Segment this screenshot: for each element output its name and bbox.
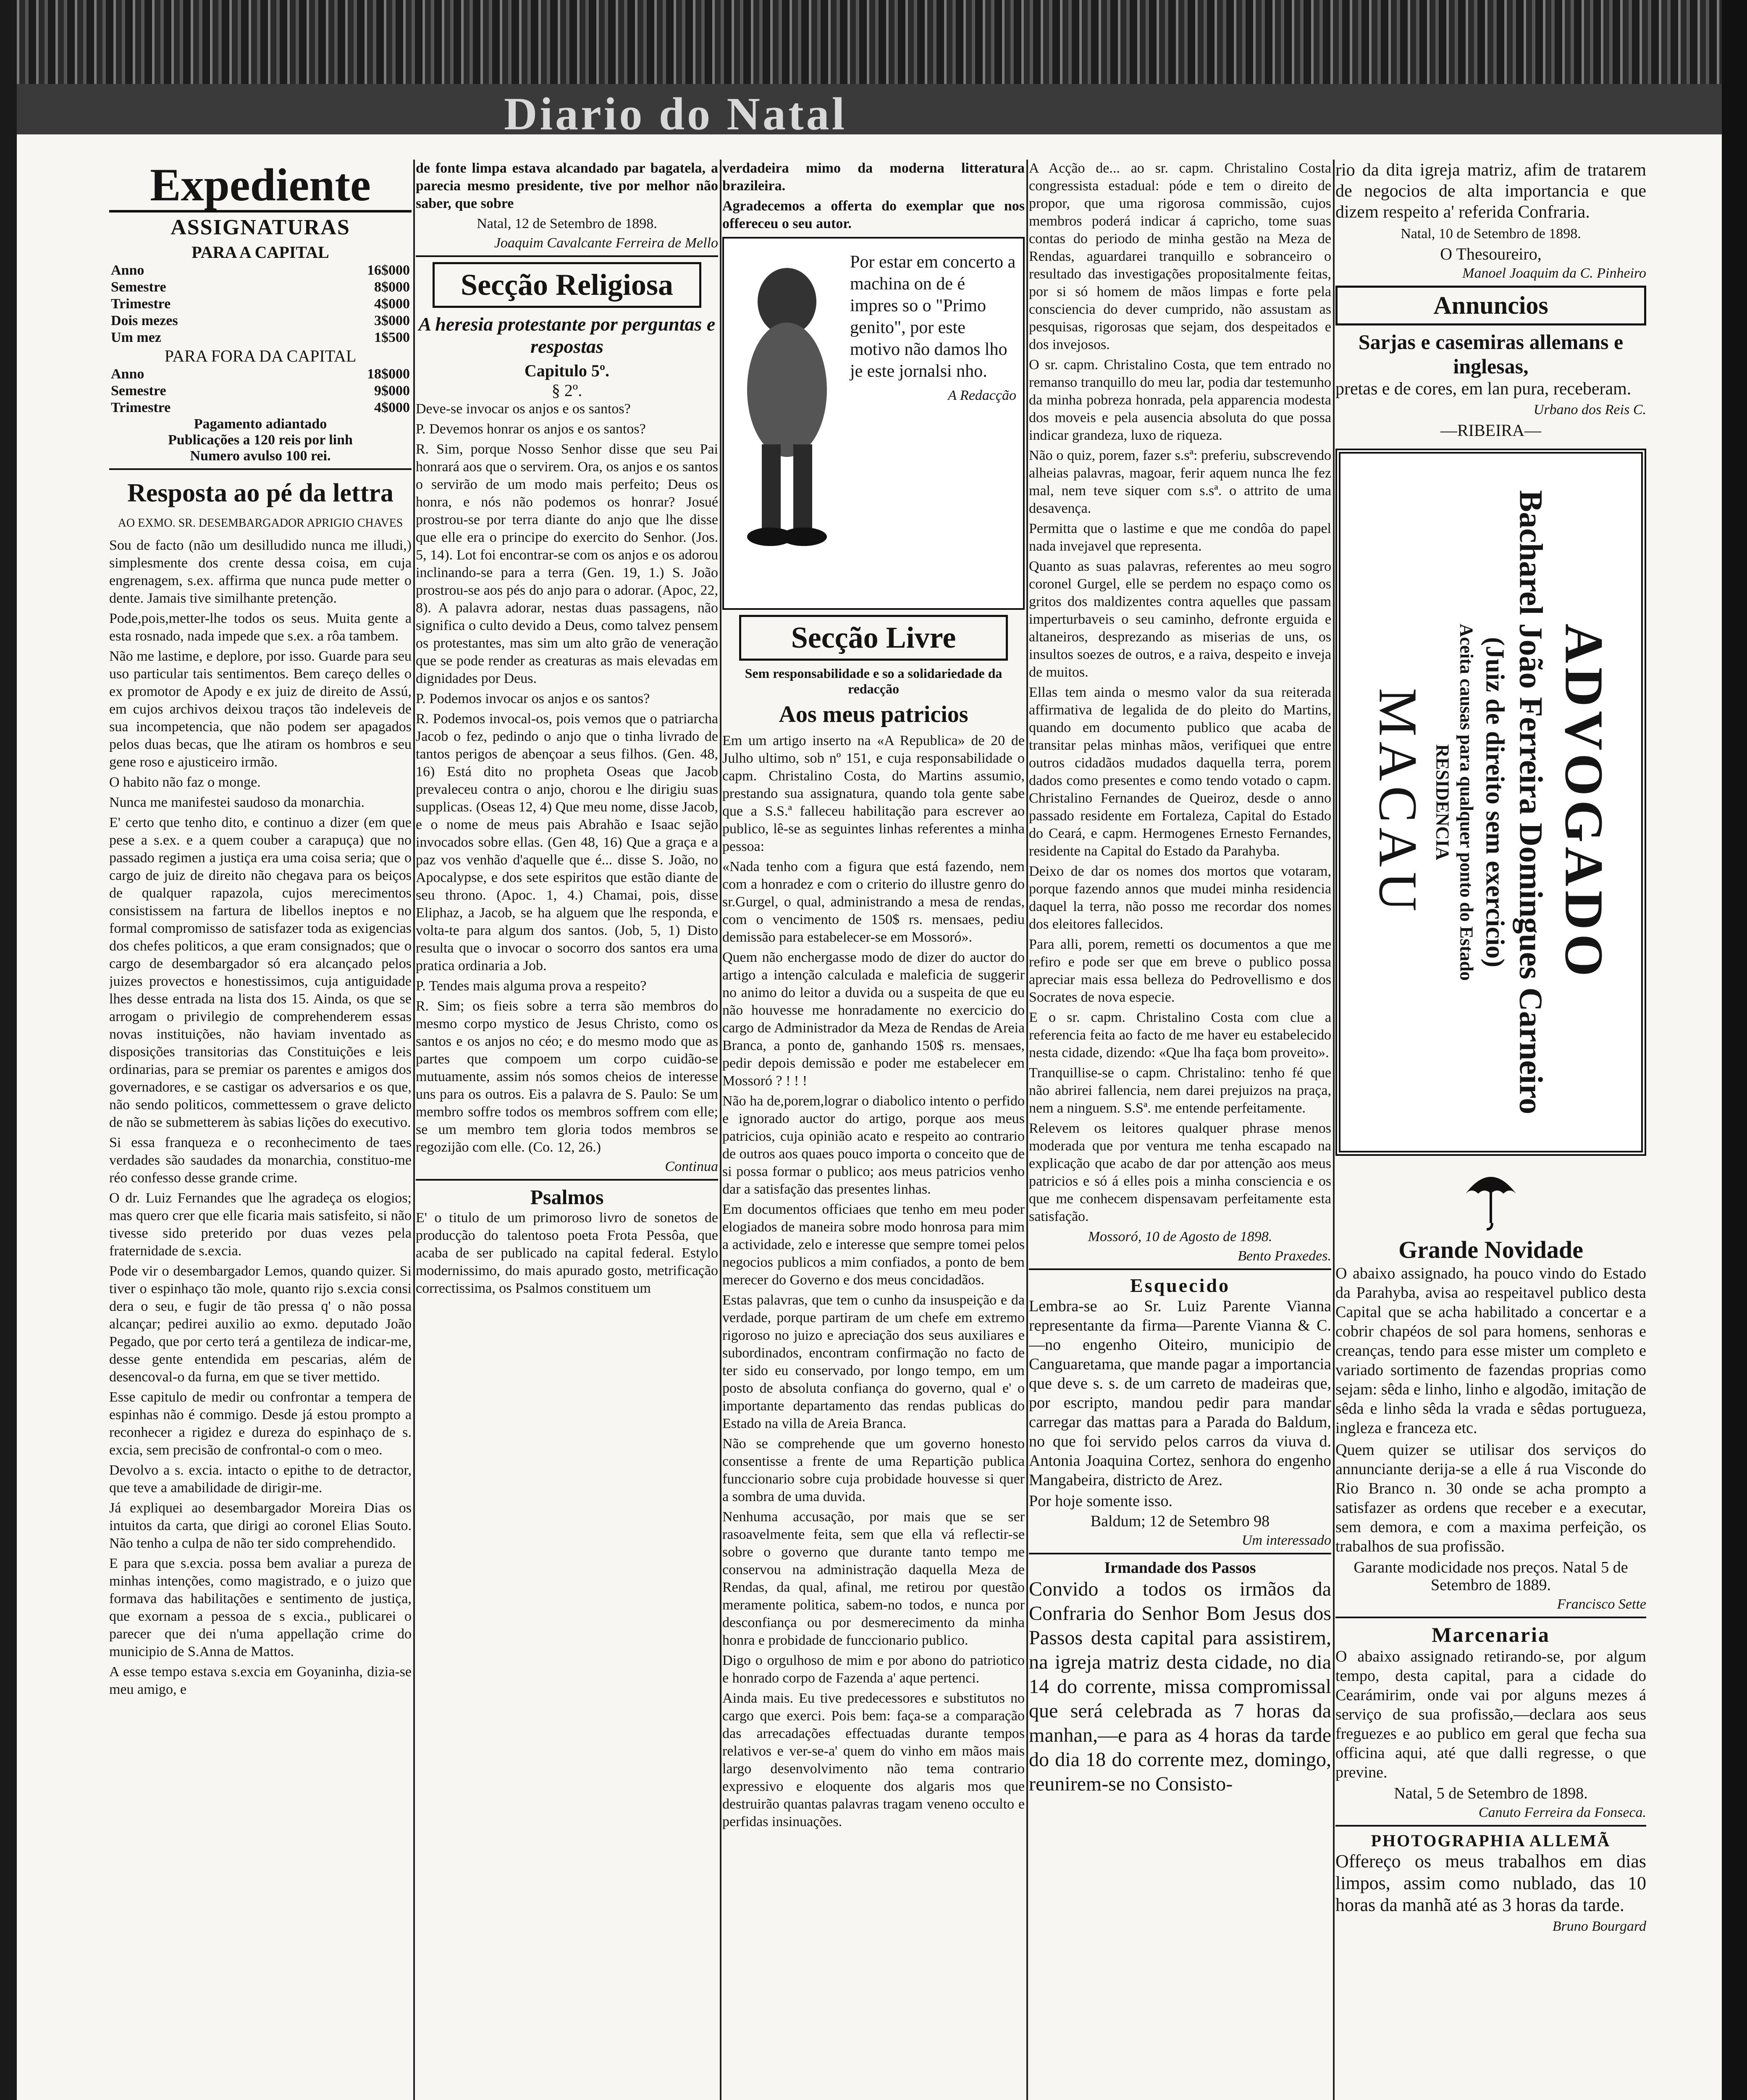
fora-price-table (109, 366, 412, 416)
esquecido-signature: Um interessado (1241, 1533, 1331, 1548)
marcenaria-text: O abaixo assignado retirando-se, por algum tempo, desta capital, para a cidade do Cearámirim, onde vai por alguns mezes á serviço de sua profissão,—declara aos seus freguezes e ao publico em geral que fecha sua officina aqui, até que dalli regresse, o que previne. (1335, 1648, 1646, 1781)
article-paragraph: Não o quiz, porem, fazer s.sª: preferiu, subscrevendo alheias palavras, magoar, ferir aquem nunca lhe fez mal, nem teve siquer com s.sª. o attrito de uma desavença. (1029, 448, 1331, 516)
article-paragraph: Para alli, porem, remetti os documentos a que me refiro e pode ser que em breve o publico possa apreciar mais essa belleza do Pedrovellismo e dos Socrates de nova especie. (1029, 937, 1331, 1005)
paragraph-mark: § 2º. (551, 381, 582, 400)
advogado-title: ADVOGADO (1553, 623, 1614, 981)
novidade-text-2: Quem quizer se utilisar dos serviços do annunciante derija-se a elle á rua Visconde do Rio Branco n. 30 onde se acha prompto a satisfazer as ordens que receber e a executar, sem demora, e com a maxima perfeição, os trabalhos de sua profissão. (1335, 1441, 1646, 1555)
article-paragraph: O habito não faz o monge. (109, 774, 261, 790)
article-paragraph: E para que s.excia. possa bem avaliar a pureza de minhas intenções, como magistrado, e o juizo que formava das habilitações e sentimento de justiça, que exornam a pessoa de s excia., publicarei o parecer que dei n'uma appellação crime do municipio de S.Anna de Mattos. (109, 1556, 412, 1659)
cartoon-signature: A Redacção (948, 388, 1016, 403)
top-signature: Joaquim Cavalcante Ferreira de Mello (494, 235, 718, 251)
top-date: Natal, 12 de Setembro de 1898. (477, 216, 657, 231)
qa-item: Deve-se invocar os anjos e os santos? (416, 401, 631, 417)
marcenaria-date: Natal, 5 de Setembro de 1898. (1394, 1785, 1588, 1802)
article-paragraph: A esse tempo estava s.excia em Goyaninha, dizia-se meu amigo, e (109, 1664, 412, 1697)
continua-label: Continua (665, 1159, 718, 1174)
heresia-heading: A heresia protestante por perguntas e respostas (418, 313, 716, 357)
article-paragraph: Em um artigo inserto na «A Republica» de 20 de Julho ultimo, sob nº 151, e cuja responsabilidade o capm. Christalino Costa, do Martins assumio, prestando sua assignatura, quando tola gente sabe que a S.S.ª falleceu habilitação para escrever ao publico, lê-se as seguintes linhas referentes a minha pessoa: (722, 733, 1025, 854)
top-fragment: Agradecemos a offerta do exemplar que nos offereceu o seu autor. (722, 198, 1025, 231)
column-rule (413, 160, 415, 2100)
novidade-close: Garante modicidade nos preços. Natal 5 de Setembro de 1889. (1354, 1559, 1628, 1594)
capital-label: PARA A CAPITAL (191, 243, 329, 262)
top-fragment: verdadeira mimo da moderna litteratura brazileira. (722, 160, 1025, 194)
masthead (0, 84, 1747, 139)
article-paragraph: Não me lastime, e deplore, por isso. Guarde para seu uso particular tais sentimentos. Bem careço delles o ex promotor de Apody e ex juiz de direito de Assú, em cujos archivos deixou traços tão indeleveis de sua incompetencia, que não podem ser apagados pelos duas becas, que lhe atiram os hombros e seu gene roso e ajusticeiro irmão. (109, 648, 412, 770)
article-paragraph: Quanto as suas palavras, referentes ao meu sogro coronel Gurgel, elle se perdem no espaço como os gritos dos maldizentes contra aquelles que passam imperturbaveis o seu caminho, defronte erguida e altaneiros, desprezando as miserias de uns, os insultos soezes de outros, e a raiva, despeito e inveja de muitos. (1029, 559, 1331, 680)
column-religiosa (416, 160, 718, 2100)
cartoon-text (850, 251, 1016, 409)
advogado-rotated-text (1364, 475, 1618, 1130)
article-paragraph: Pode,pois,metter-lhe todos os seus. Muita gente a esta rosnado, nada impede que s.ex. a rôa tambem. (109, 611, 412, 644)
column-continuation (1029, 160, 1331, 2100)
article-paragraph: E o sr. capm. Christalino Costa com clue a referencia feita ao facto de me haver eu estabelecido nesta cidade, dizendo: «Que lha faça bom proveito». (1029, 1010, 1331, 1060)
passos-title: Irmandade dos Passos (1104, 1559, 1256, 1577)
novidade-signature: Francisco Sette (1557, 1596, 1646, 1612)
photo-title: PHOTOGRAPHIA ALLEMÃ (1371, 1831, 1611, 1850)
column-livre (722, 160, 1025, 2100)
qa-item: R. Podemos invocal-os, pois vemos que o patriarcha Jacob o fez, pedindo o anjo que o tinha livrado de tantos perigos de abençoar a seus filhos. (Gen. 48, 16) Está dito no propheta Oseas que Jacob prevaleceu contra o anjo, chorou e lhe dirigiu suas supplicas. (Oseas 12, 4) Que meu nome, disse Jacob, e o nome de meus pais Abrahão e Isaac sejão invocados sobre ellas. (Gen 48, 16) Que a graça e a paz vos venhão d'aquelle que é... disse S. João, no Apocalypse, e dos sete espiritos que estão diante de seu throno. (Apoc. 1, 4.) Chamai, pois, disse Eliphaz, a Jacob, se ha alguem que lhe responda, e volta-te para algum dos santos. (Job, 5, 1) Disto resulta que o invocar o socorro dos santos era uma pratica ordinaria a Job. (416, 711, 718, 974)
photo-signature: Bruno Bourgard (1552, 1919, 1646, 1934)
passos-text: Convido a todos os irmãos da Confraria do Senhor Bom Jesus dos Passos desta capital para assistirem, na igreja matriz desta cidade, no dia 14 do corrente, missa compromissal que será celebrada as 7 horas da manhan,—e para as 4 horas da tarde do dia 18 do corrente mez, domingo, reunirem-se no Consisto- (1029, 1578, 1331, 1795)
article-paragraph: «Nada tenho com a figura que está fazendo, nem com a honradez e com o criterio do illustre genro do sr.Gurgel, o qual, administrando a mesa de rendas, com o vencimento de 150$ rs. mensaes, pediu demissão para estabelecer-se em Mossoró». (722, 859, 1025, 945)
publicacoes-note: Publicações a 120 reis por linh (168, 432, 353, 448)
divider (109, 468, 412, 470)
price-row: Dois mezes 3$000 (111, 313, 410, 328)
sarjas-place: —RIBEIRA— (1440, 421, 1541, 440)
article-paragraph: Já expliquei ao desembargador Moreira Dias os intuitos da carta, que dirigi ao coronel Elias Souto. Não tenho a culpa de não ter sido comprehendido. (109, 1500, 412, 1551)
price-row: Semestre 9$000 (111, 383, 410, 399)
article-paragraph: Ainda mais. Eu tive predecessores e substitutos no cargo que exerci. Pois bem: faça-se a comparação das arrecadações effectuadas durante tempos relativos e ver-se-a' quem do vinho em mãos mais largo desenvolvimento não tema contrario expressivo e eloquente dos algaris mos que destruirão quantas palavras tragam veneno occulto e perfidas insinuações. (722, 1690, 1025, 1830)
esquecido-date: Baldum; 12 de Setembro 98 (1090, 1512, 1270, 1530)
article-date: Mossoró, 10 de Agosto de 1898. (1088, 1229, 1272, 1244)
article-paragraph: Esse capitulo de medir ou confrontar a tempera de espinhas não é commigo. Desde já estou prompto a reconhecer a rigidez e dureza do espinhaço de s. excia, sem precisão de confrontal-o com o meo. (109, 1389, 412, 1458)
top-fragment: de fonte limpa estava alcandado par bagatela, a parecia mesmo presidente, tive por melhor não saber, que sobre (416, 160, 718, 211)
divider (1335, 1825, 1646, 1827)
advogado-residence: RESIDENCIA (1432, 744, 1453, 861)
article-paragraph: Não ha de,porem,lograr o diabolico intento o perfido e ignorado auctor do artigo, porque aos meus patricios, cuja opinião acato e respeito ao contrario de outros aos quaes pouco importa o conceito que de si possa formar o publico; aos meus patricios venho dar a satisfação das presentes linhas. (722, 1093, 1025, 1197)
divider (1335, 1617, 1646, 1618)
article-paragraph: Pode vir o desembargador Lemos, quando quizer. Si tiver o espinhaço tão mole, quanto rijo s.excia consi dera o seu, e fugir de tão pressa q' o não possa alcançar; pedirei auxilio ao exmo. deputado João Pegado, que por certo terá a gentileza de indicar-me, desse gente entendida em pescarias, além de desencoval-o da furna, em que se tiver mettido. (109, 1263, 412, 1385)
price-row: Anno 18$000 (111, 366, 410, 382)
expediente-title: Expediente (109, 160, 412, 213)
umbrella-icon (1461, 1164, 1520, 1231)
article-paragraph: Digo o orgulhoso de mim e por abono do patriotico e honrado corpo de Fazenda a' aque pertenci. (722, 1653, 1025, 1686)
esquecido-text: Lembra-se ao Sr. Luiz Parente Vianna representante da firma—Parente Vianna & C.—no engenho Oiteiro, municipio de Canguaretama, que mande pagar a importancia que deve s. s. de um carreto de madeiras que, por escripto, mandou pedir para mandar carregar das mattas para a Parada do Baldum, no que foi servido pelos carros da viuva d. Antonia Joaquina Cortez, senhora do engenho Mangabeira, districto de Arez. (1029, 1297, 1331, 1489)
sarjas-text: pretas e de cores, em lan pura, receberam. (1335, 379, 1632, 399)
qa-item: R. Sim, porque Nosso Senhor disse que seu Pai honrará aos que o servirem. Ora, os anjos e os santos o servirão de um modo mais perfeito; Deus os honra, e nós não podemos os honrar? Josué prostrou-se por terra diante do anjo que lhe disse que elle era o principe do exercito do Senhor. (Jos. 5, 14). Lot foi encontrar-se com os anjos e os adorou inclinando-se para a terra (Gen. 19, 1.) S. João prostrou-se aos pés do anjo para o adorar. (Apoc, 22, 8). A palavra adorar, nestas duas passagens, não significa o culto devido a Deus, como talvez pensem os protestantes, mas sim um alto grão de veneração que se pode render as creaturas as mais elevadas em dignidades por Deus. (416, 441, 718, 686)
price-row: Anno 16$000 (111, 262, 410, 278)
confraria-date: Natal, 10 de Setembro de 1898. (1401, 226, 1581, 242)
psalmos-text: E' o titulo de um primoroso livro de sonetos de producção do talentoso poeta Frota Pessôa, que acaba de ser publicado na capital federal. Estylo modernissimo, do mais apurado gosto, metrificação correctissima, os Psalmos constituem um (416, 1210, 718, 1296)
qa-item: P. Podemos invocar os anjos e os santos? (416, 691, 650, 706)
fora-label: PARA FORA DA CAPITAL (164, 346, 357, 365)
qa-item: P. Tendes mais alguma prova a respeito? (416, 978, 647, 994)
article-paragraph: Nenhuma accusação, por mais que se ser rasoavelmente feita, sem que ella vá reflectir-se sobre o governo que durante tanto tempo me conservou na administração daquella Meza de Rendas, da qual, afinal, me retirou por questão meramente politica, sabem-no todos, e nunca por desconfiança ou por desmerecimento da minha honra e probidade de funccionario publico. (722, 1509, 1025, 1648)
divider (416, 255, 718, 257)
divider (1029, 1553, 1331, 1554)
cartoon-box (722, 237, 1025, 610)
price-row: Um mez 1$500 (111, 330, 410, 345)
confraria-text: rio da dita igreja matriz, afim de tratarem de negocios de alta importancia e que dizem respeito a' referida Confraria. (1335, 160, 1646, 222)
divider (1029, 1268, 1331, 1270)
resposta-addressee: AO EXMO. SR. DESEMBARGADOR APRIGIO CHAVES (118, 517, 403, 530)
article-paragraph: Devolvo a s. excia. intacto o epithe to de detractor, que teve a amabilidade de dirigir-me. (109, 1462, 412, 1496)
divider (416, 1179, 718, 1181)
article-paragraph: O dr. Luiz Fernandes que lhe agradeça os elogios; mas quero crer que elle ficaria mais satisfeito, si não tivesse sido preterido por duas vezes pela fraternidade de s.excia. (109, 1190, 412, 1259)
column-rule (1333, 160, 1335, 2100)
qa-item: P. Devemos honrar os anjos e os santos? (416, 421, 646, 437)
article-signature: Bento Praxedes. (1238, 1248, 1331, 1264)
sarjas-signature: Urbano dos Reis C. (1533, 402, 1646, 417)
column-rule (1026, 160, 1028, 2100)
article-paragraph: Tranquillise-se o capm. Christalino: tenho fé que não abrirei fallencia, nem darei prejuizos na praça, nem a ninguem. S.Sª. me entende perfeitamente. (1029, 1065, 1331, 1116)
numero-avulso-note: Numero avulso 100 rei. (190, 448, 331, 464)
advogado-causes: Aceita causas para qualquer ponto do Estado (1456, 624, 1477, 981)
column-expediente (109, 160, 412, 2100)
article-paragraph: Em documentos officiaes que tenho em meu poder elogiados de maneira sobre modo honrosa para mim a actividade, zelo e interesse que sempre tomei pelos negocios publicos a mim confiados, a ponto de bem merecer do Governo e dos meus concidadãos. (722, 1202, 1025, 1288)
article-paragraph: Sou de facto (não um desilludido nunca me illudi,) simplesmente dos crente dessa coisa, em cuja engrenagem, s.ex. affirma que nunca pude metter o dente. Jamais tive similhante pretenção. (109, 538, 412, 606)
article-paragraph: O sr. capm. Christalino Costa, que tem entrado no remanso tranquillo do meu lar, podia dar testemunho da minha pobreza honrada, pela apparencia modesta dos moveis e pela ausencia absoluta do que possa indicar grandeza, luxo de riqueza. (1029, 357, 1331, 443)
capital-price-table (109, 262, 412, 346)
right-edge (1722, 0, 1747, 2100)
left-edge (0, 0, 17, 2100)
article-paragraph: Não se comprehende que um governo honesto consentisse a frente de uma Repartição publica funccionario sobre cuja probidade houvesse si quer a sombra de uma duvida. (722, 1436, 1025, 1504)
article-paragraph: E' certo que tenho dito, e continuo a dizer (em que pese a s.ex. e a quem couber a carapuça) que no passado regimen a justiça era uma coisa seria; que o cargo de juiz de direito não chegava para os beiços de qualquer rapazola, cujos merecimentos consistissem na fartura de libellos ineptos e no formal compromisso de satisfazer toda as exigencias dos chefes politicos, a que eram consignados; que o cargo de desembargador só era alcançado pelos juizes provectos e honestissimos, cuja antiguidade lhes desse entrada na lista dos 15. Ainda, os que se arrogam o privilegio de comprehenderem essas novas instituições, não haviam inventado as disposições transitorias das Constituições e leis ordinarias, para se premiar os parentes e amigos dos governadores, e se castigar os adversarios e os que, não sendo politicos, commettessem o grave delicto de não se submetterem às sabias lições do executivo. (109, 815, 412, 1130)
advogado-ad (1335, 449, 1646, 1156)
article-paragraph: Deixo de dar os nomes dos mortos que votaram, porque fazendo annos que mudei minha residencia daquel la terra, não posso me recordar dos nomes dos eleitores fallecidos. (1029, 864, 1331, 932)
marcenaria-signature: Canuto Ferreira da Fonseca. (1478, 1805, 1646, 1820)
psalmos-title: Psalmos (530, 1185, 604, 1209)
advogado-subtitle: (Juiz de direito sem exercicio) (1480, 637, 1509, 968)
article-paragraph: A Acção de... ao sr. capm. Christalino Costa congressista estadual: póde e tem o direito de propor, que uma rigorosa commissão, cujos membros poderá indicar á capricho, tome suas contas do periodo de minha gestão na Meza de Rendas, aguardarei tranquillo e sobranceiro o resultado das investigações propositalmente feitas, por si só homem de mãos limpas e forte pela consciencia do dever cumprido, não assustam as pesquisas, rigorosas que sejam, dos despeitados e dos invejosos. (1029, 160, 1331, 352)
capitulo-label: Capitulo 5º. (524, 361, 610, 380)
resposta-title: Resposta ao pé da lettra (127, 479, 393, 507)
masthead-title: Diario do Natal (504, 88, 847, 139)
advogado-city: MACAU (1367, 688, 1428, 916)
sarjas-heading: Sarjas e casemiras allemans e inglesas, (1358, 330, 1624, 378)
column-rule (720, 160, 721, 2100)
esquecido-close: Por hoje somente isso. (1029, 1492, 1173, 1510)
confraria-role: O Thesoureiro, (1440, 244, 1542, 263)
seccao-religiosa-title: Secção Religiosa (433, 262, 701, 308)
pagamento-note: Pagamento adiantado (194, 416, 327, 432)
patricios-title: Aos meus patricios (779, 701, 968, 727)
qa-item: R. Sim; os fieis sobre a terra são membros do mesmo corpo mystico de Jesus Christo, como os santos e os anjos no céo; e do mesmo modo que as partes que compoem um corpo cuidão-se mutuamente, assim nós somos cheios de interesse uns para os outros. Eis a palavra de S. Paulo: Se um membro soffre todos os membros soffrem com elle; se um membro tem gloria todos membros se regozijão com elle. (Co. 12, 26.) (416, 998, 718, 1155)
cartoon-figure-icon (737, 264, 837, 558)
article-paragraph: Ellas tem ainda o mesmo valor da sua reiterada affirmativa de legalida de do pleito do Martins, quando em documento publico que acaba de transitar pelas minhas mãos, verifiquei que entre outros cidadãos mudados daquella terra, porem dados como presentes e como tendo votado o capm. Christalino Fernandes de Queiroz, desde o anno passado residente em Fortaleza, Capital do Estado do Ceará, e capm. Hermogenes Ernesto Fernandes, residente na Capital do Estado da Parahyba. (1029, 685, 1331, 859)
article-paragraph: Si essa franqueza e o reconhecimento de taes verdades são saudades da monarchia, constituo-me réo confesso desse grande crime. (109, 1135, 412, 1186)
novidade-title: Grande Novidade (1398, 1236, 1583, 1263)
photo-text: Offereço os meus trabalhos em dias limpos, assim como nublado, das 10 horas da manhã até as 3 horas da tarde. (1335, 1851, 1646, 1915)
annuncios-title: Annuncios (1335, 286, 1646, 326)
column-annuncios (1335, 160, 1646, 2100)
assignaturas-heading: ASSIGNATURAS (171, 215, 350, 239)
price-row: Trimestre 4$000 (111, 400, 410, 415)
esquecido-title: Esquecido (1130, 1275, 1230, 1296)
article-paragraph: Quem não enchergasse modo de dizer do auctor do artigo a intenção calculada e maleficia de suggerir no animo do leitor a duvida ou a suspeita de que eu não houvesse me honradamente no exercicio do cargo de Administrador da Meza de Rendas de Areia Branca, a ponto de, ganhando 150$ rs. mensaes, pedir depois demissão e poder me estabelecer em Mossoró ? ! ! ! (722, 950, 1025, 1089)
article-paragraph: Nunca me manifestei saudoso da monarchia. (109, 795, 365, 810)
confraria-signature: Manoel Joaquim da C. Pinheiro (1462, 265, 1646, 281)
advogado-name: Bacharel João Ferreira Domingues Carneiro (1513, 490, 1550, 1115)
seccao-livre-sub: Sem responsabilidade e so a solidariedade da redacção (745, 666, 1002, 696)
article-paragraph: Permitta que o lastime e que me condôa do papel nada invejavel que representa. (1029, 521, 1331, 554)
article-paragraph: Estas palavras, que tem o cunho da insuspeição e da verdade, porque partiram de um chefe em extremo rigoroso no juizo e apreciação dos seus auxiliares e subordinados, encontram confirmação no facto de ter sido eu conservado, por longo tempo, em um posto de absoluta confiança do governo, qual e' o importante departamento das rendas publicas do Estado na villa de Areia Branca. (722, 1292, 1025, 1431)
seccao-livre-title: Secção Livre (739, 615, 1008, 661)
novidade-text: O abaixo assignado, ha pouco vindo do Estado da Parahyba, avisa ao respeitavel publico desta Capital que se acha habilitado a concertar e a cobrir chapéos de sol para homens, senhoras e creanças, tendo para esse mister um completo e variado sortimento de fazendas proprias como sejam: sêda e linho, linho e algodão, imitação de sêda e linho sêda la vrada e sêdas portugueza, ingleza e franceza etc. (1335, 1265, 1646, 1437)
price-row: Trimestre 4$000 (111, 296, 410, 312)
marcenaria-title: Marcenaria (1432, 1623, 1550, 1646)
price-row: Semestre 8$000 (111, 279, 410, 295)
cartoon-caption: Por estar em concerto a machina on de é impres so o "Primo genito", por este motivo não damos lho je este jornalsi nho. (850, 252, 1016, 381)
article-paragraph: Relevem os leitores qualquer phrase menos moderada que por ventura me tenha escapado na explicação que acabo de dar por attenção aos meus patricios e só á elles pois a minha consciencia e os que me conhecem dispensavam perfeitamente esta satisfação. (1029, 1121, 1331, 1224)
